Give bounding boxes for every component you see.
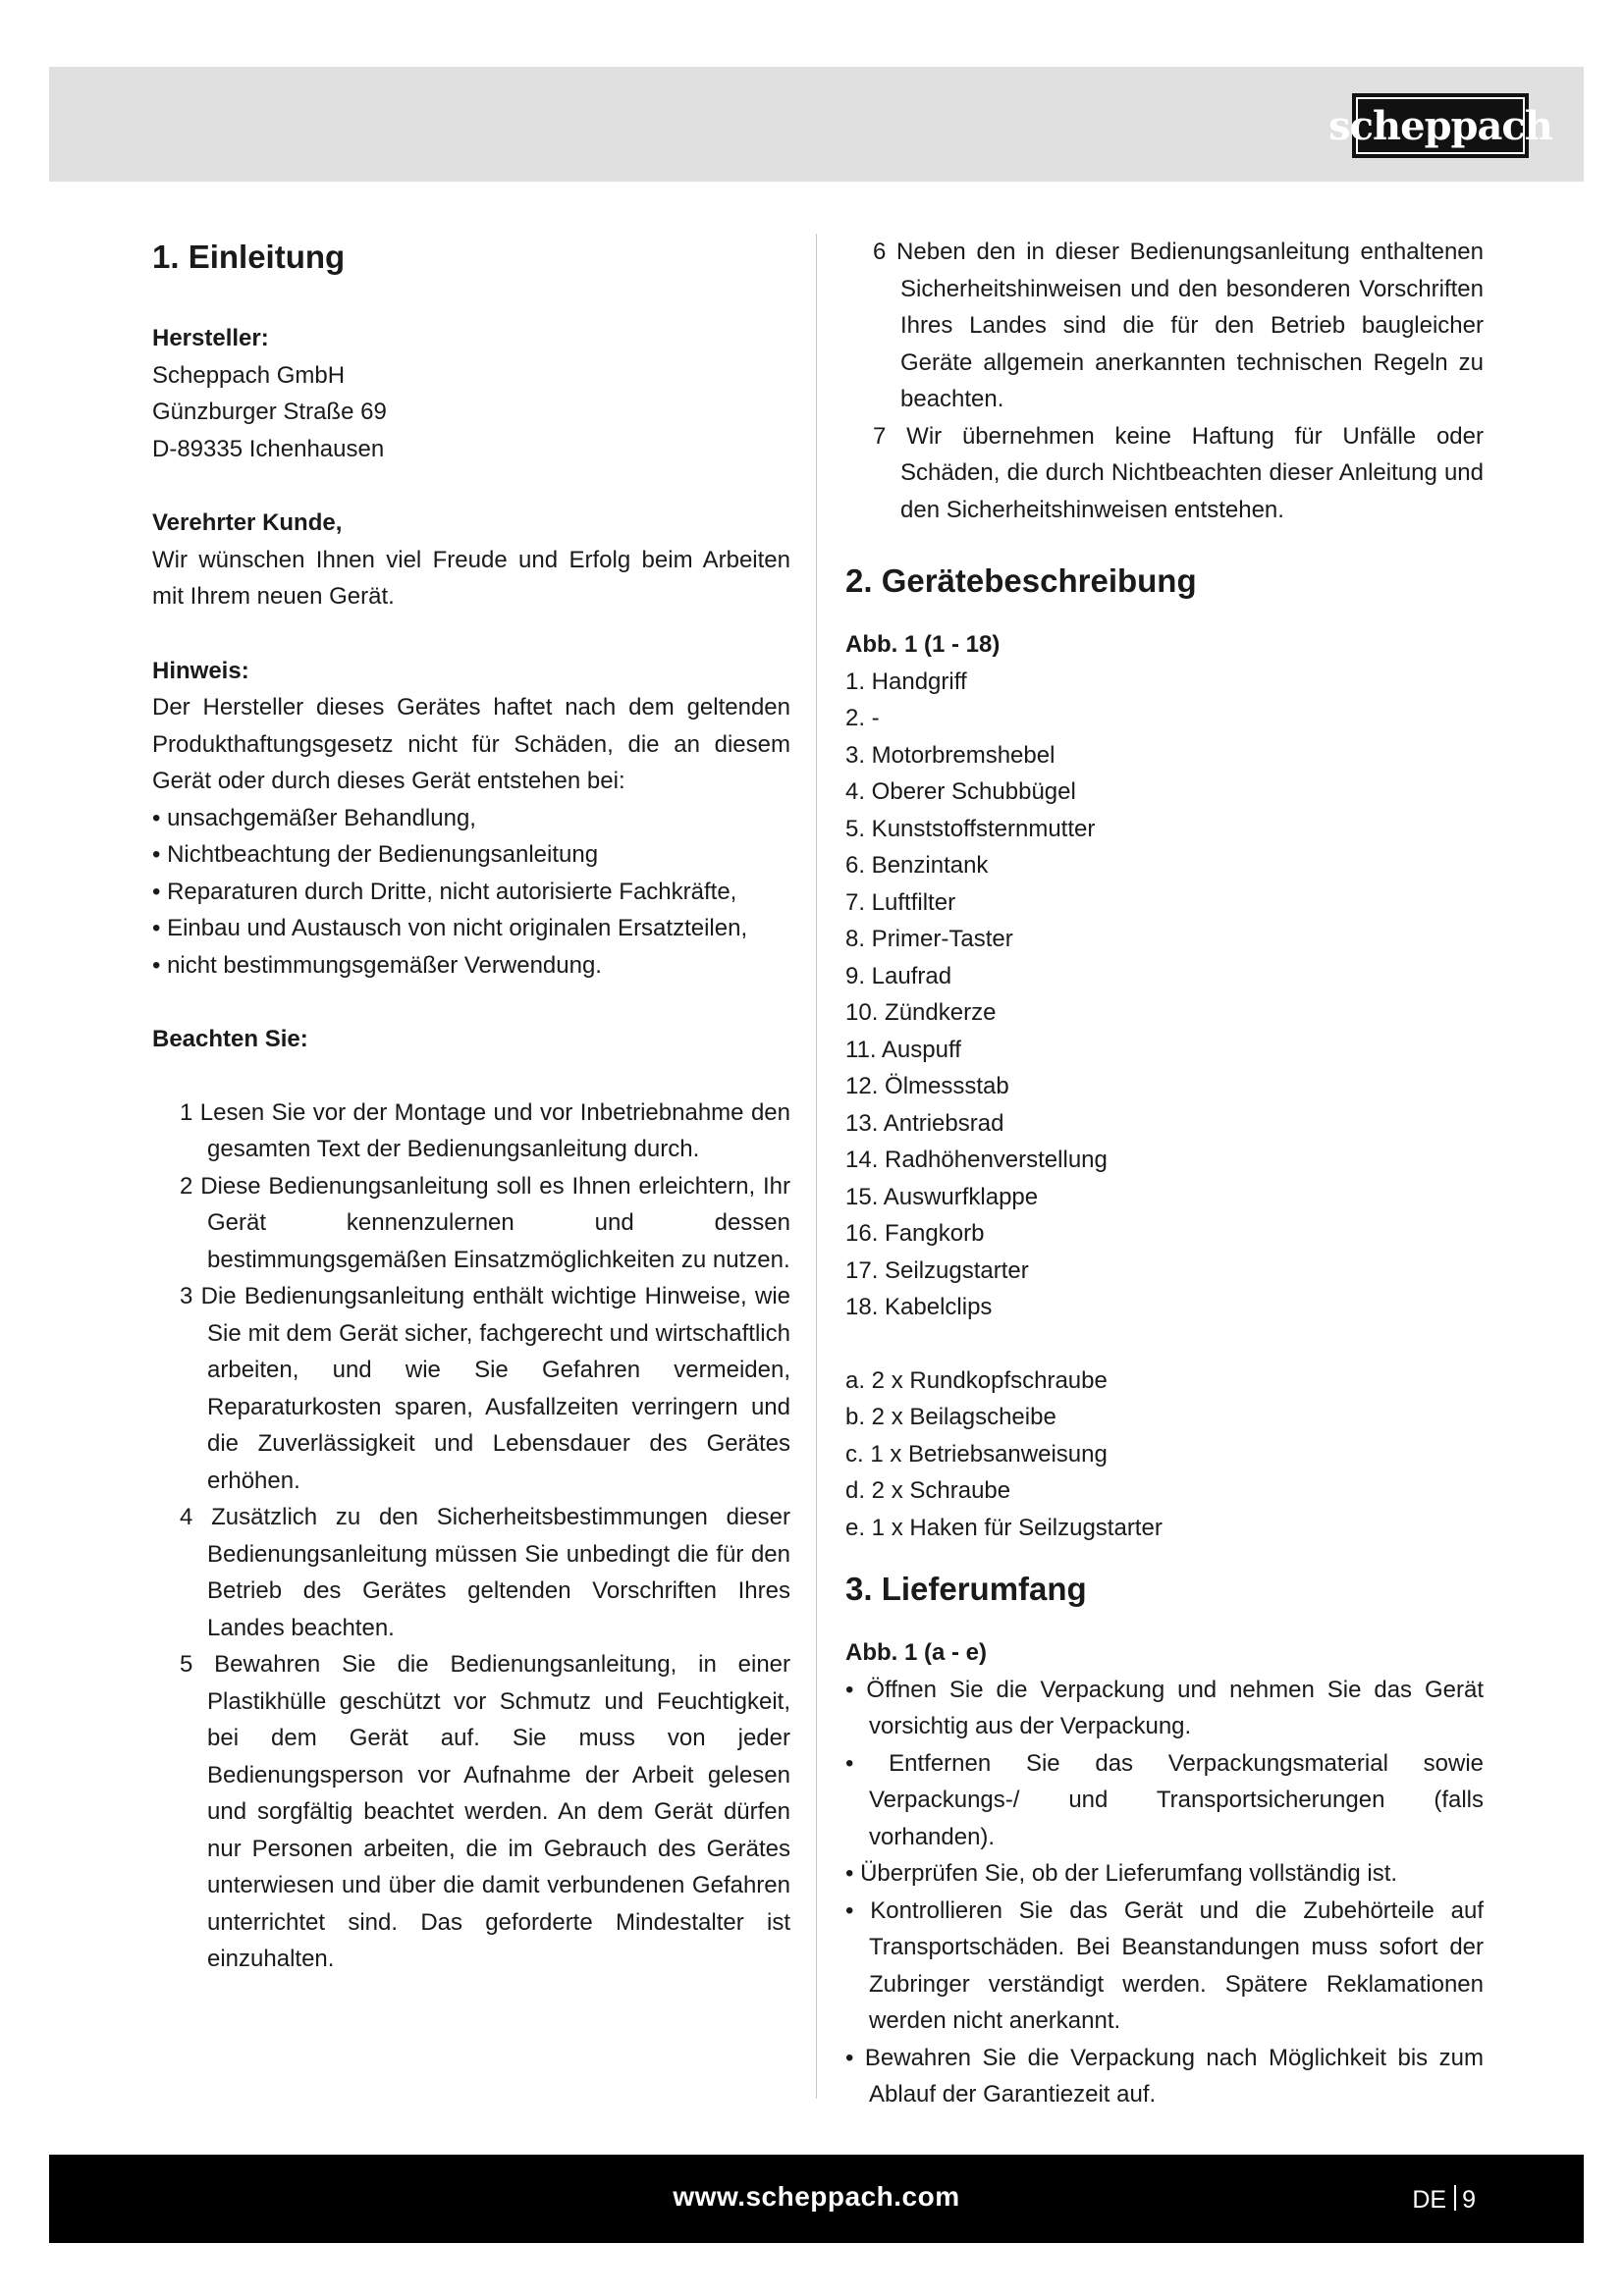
list-item: 3. Motorbremshebel [845,741,1056,769]
observe-list-continued [845,234,1484,528]
column-divider [816,234,817,2099]
section-title-geraetebeschreibung: 2. Gerätebeschreibung [845,562,1197,599]
list-item: • Öffnen Sie die Verpackung und nehmen Sie das Gerät vorsichtig aus der Verpackung. [845,1676,1484,1739]
list-item: • Entfernen Sie das Verpackungsmaterial sowie Verpackungs-/ und Transportsicherungen (falls vorhanden). [845,1749,1484,1850]
left-column [152,234,790,1978]
observe-block [152,1021,790,1978]
page-number-value: 9 [1462,2186,1476,2214]
list-item: 7 Wir übernehmen keine Haftung für Unfälle oder Schäden, die durch Nichtbeachten dieser Anleitung und den Sicherheitshinweisen entstehen. [873,422,1484,523]
note-label: Hinweis: [152,657,249,684]
note-block [152,653,790,985]
list-item: d. 2 x Schraube [845,1477,1011,1504]
list-item: 5 Bewahren Sie die Bedienungsanleitung, in einer Plastikhülle geschützt vor Schmutz und Feuchtigkeit, bei dem Gerät auf. Sie muss von jeder Bedienungsperson vor Aufnahme der Arbeit gelesen und sorgfältig beachtet werden. An dem Gerät dürfen nur Personen arbeiten, die im Gebrauch des Gerätes unterwiesen und über die damit verbundenen Gefahren unterrichtet sind. Das geforderte Mindestalter ist einzuhalten. [180,1651,790,1972]
list-item: 17. Seilzugstarter [845,1256,1029,1284]
list-item: 5. Kunststoffsternmutter [845,815,1096,842]
accessories-list [845,1362,1484,1547]
section-title-einleitung: 1. Einleitung [152,239,346,275]
list-item: 10. Zündkerze [845,999,997,1026]
list-item: 2 Diese Bedienungsanleitung soll es Ihnen erleichtern, Ihr Gerät kennenzulernen und dessen bestimmungsgemäßen Einsatzmöglichkeiten zu nutzen. [180,1172,790,1273]
list-item: 15. Auswurfklappe [845,1183,1039,1210]
observe-label: Beachten Sie: [152,1026,308,1052]
scheppach-logo: scheppach [1352,93,1529,158]
note-text: Der Hersteller dieses Gerätes haftet nach dem geltenden Produkthaftungsgesetz nicht für Schäden, die an diesem Gerät oder durch dieses Gerät entstehen bei: [152,694,790,794]
section-title-lieferumfang: 3. Lieferumfang [845,1571,1087,1607]
dear-customer-block [152,505,790,615]
footer-band [49,2155,1584,2243]
footer-website: www.scheppach.com [673,2181,960,2212]
manufacturer-label: Hersteller: [152,325,269,351]
figure-label: Abb. 1 (1 - 18) [845,631,1001,658]
note-bullet-list [152,800,790,985]
list-item: 6. Benzintank [845,852,989,879]
list-item: a. 2 x Rundkopfschraube [845,1366,1108,1394]
list-item: • Nichtbeachtung der Bedienungsanleitung [152,841,599,868]
list-item: • Reparaturen durch Dritte, nicht autorisierte Fachkräfte, [152,878,737,905]
list-item: • unsachgemäßer Behandlung, [152,804,476,831]
parts-list [845,664,1484,1326]
list-item: 1 Lesen Sie vor der Montage und vor Inbetriebnahme den gesamten Text der Bedienungsanleitung durch. [180,1098,790,1162]
list-item: 16. Fangkorb [845,1220,985,1247]
figure-label: Abb. 1 (a - e) [845,1639,988,1666]
observe-list [152,1095,790,1978]
list-item: 7. Luftfilter [845,888,956,916]
list-item: 1. Handgriff [845,667,967,695]
list-item: 11. Auspuff [845,1036,961,1063]
dear-customer-label: Verehrter Kunde, [152,509,343,536]
list-item: 13. Antriebsrad [845,1109,1004,1137]
list-item: • Überprüfen Sie, ob der Lieferumfang vollständig ist. [845,1860,1398,1887]
list-item: e. 1 x Haken für Seilzugstarter [845,1514,1163,1541]
manufacturer-line: Scheppach GmbH [152,361,346,389]
page-number [1412,2185,1476,2215]
manufacturer-block [152,320,790,467]
list-item: 8. Primer-Taster [845,926,1013,952]
language-code: DE [1412,2186,1447,2214]
list-item: c. 1 x Betriebsanweisung [845,1440,1108,1468]
list-item: b. 2 x Beilagscheibe [845,1404,1056,1430]
right-column [845,234,1484,2113]
manufacturer-line: D-89335 Ichenhausen [152,435,385,462]
header-band [49,67,1584,182]
list-item: 12. Ölmessstab [845,1073,1009,1099]
list-item: 4 Zusätzlich zu den Sicherheitsbestimmungen dieser Bedienungsanleitung müssen Sie unbedingt die für den Betrieb des Gerätes geltenden Vorschriften Ihres Landes beachten. [180,1504,790,1641]
list-item: 6 Neben den in dieser Bedienungsanleitung enthaltenen Sicherheitshinweisen und den besonderen Vorschriften Ihres Landes sind die für den Betrieb baugleicher Geräte allgemein anerkannten technischen Regeln zu beachten. [873,239,1484,412]
list-item: 9. Laufrad [845,962,952,989]
list-item: • nicht bestimmungsgemäßer Verwendung. [152,951,602,979]
list-item: • Kontrollieren Sie das Gerät und die Zubehörteile auf Transportschäden. Bei Beanstandungen muss sofort der Zubringer verständigt werden. Spätere Reklamationen werden nicht anerkannt. [845,1896,1484,2034]
list-item: 3 Die Bedienungsanleitung enthält wichtige Hinweise, wie Sie mit dem Gerät sicher, fachgerecht und wirtschaftlich arbeiten, und wie Sie Gefahren vermeiden, Reparaturkosten sparen, Ausfallzeiten verringern und die Zuverlässigkeit und Lebensdauer des Gerätes erhöhen. [180,1283,790,1494]
list-item: 14. Radhöhenverstellung [845,1147,1108,1173]
list-item: • Bewahren Sie die Verpackung nach Möglichkeit bis zum Ablauf der Garantiezeit auf. [845,2044,1484,2108]
list-item: 18. Kabelclips [845,1294,993,1320]
delivery-bullet-list [845,1672,1484,2113]
manufacturer-line: Günzburger Straße 69 [152,399,387,425]
list-item: 2. - [845,705,880,731]
list-item: • Einbau und Austausch von nicht originalen Ersatzteilen, [152,915,748,941]
list-item: 4. Oberer Schubbügel [845,778,1076,805]
dear-customer-text: Wir wünschen Ihnen viel Freude und Erfolg beim Arbeiten mit Ihrem neuen Gerät. [152,546,790,610]
